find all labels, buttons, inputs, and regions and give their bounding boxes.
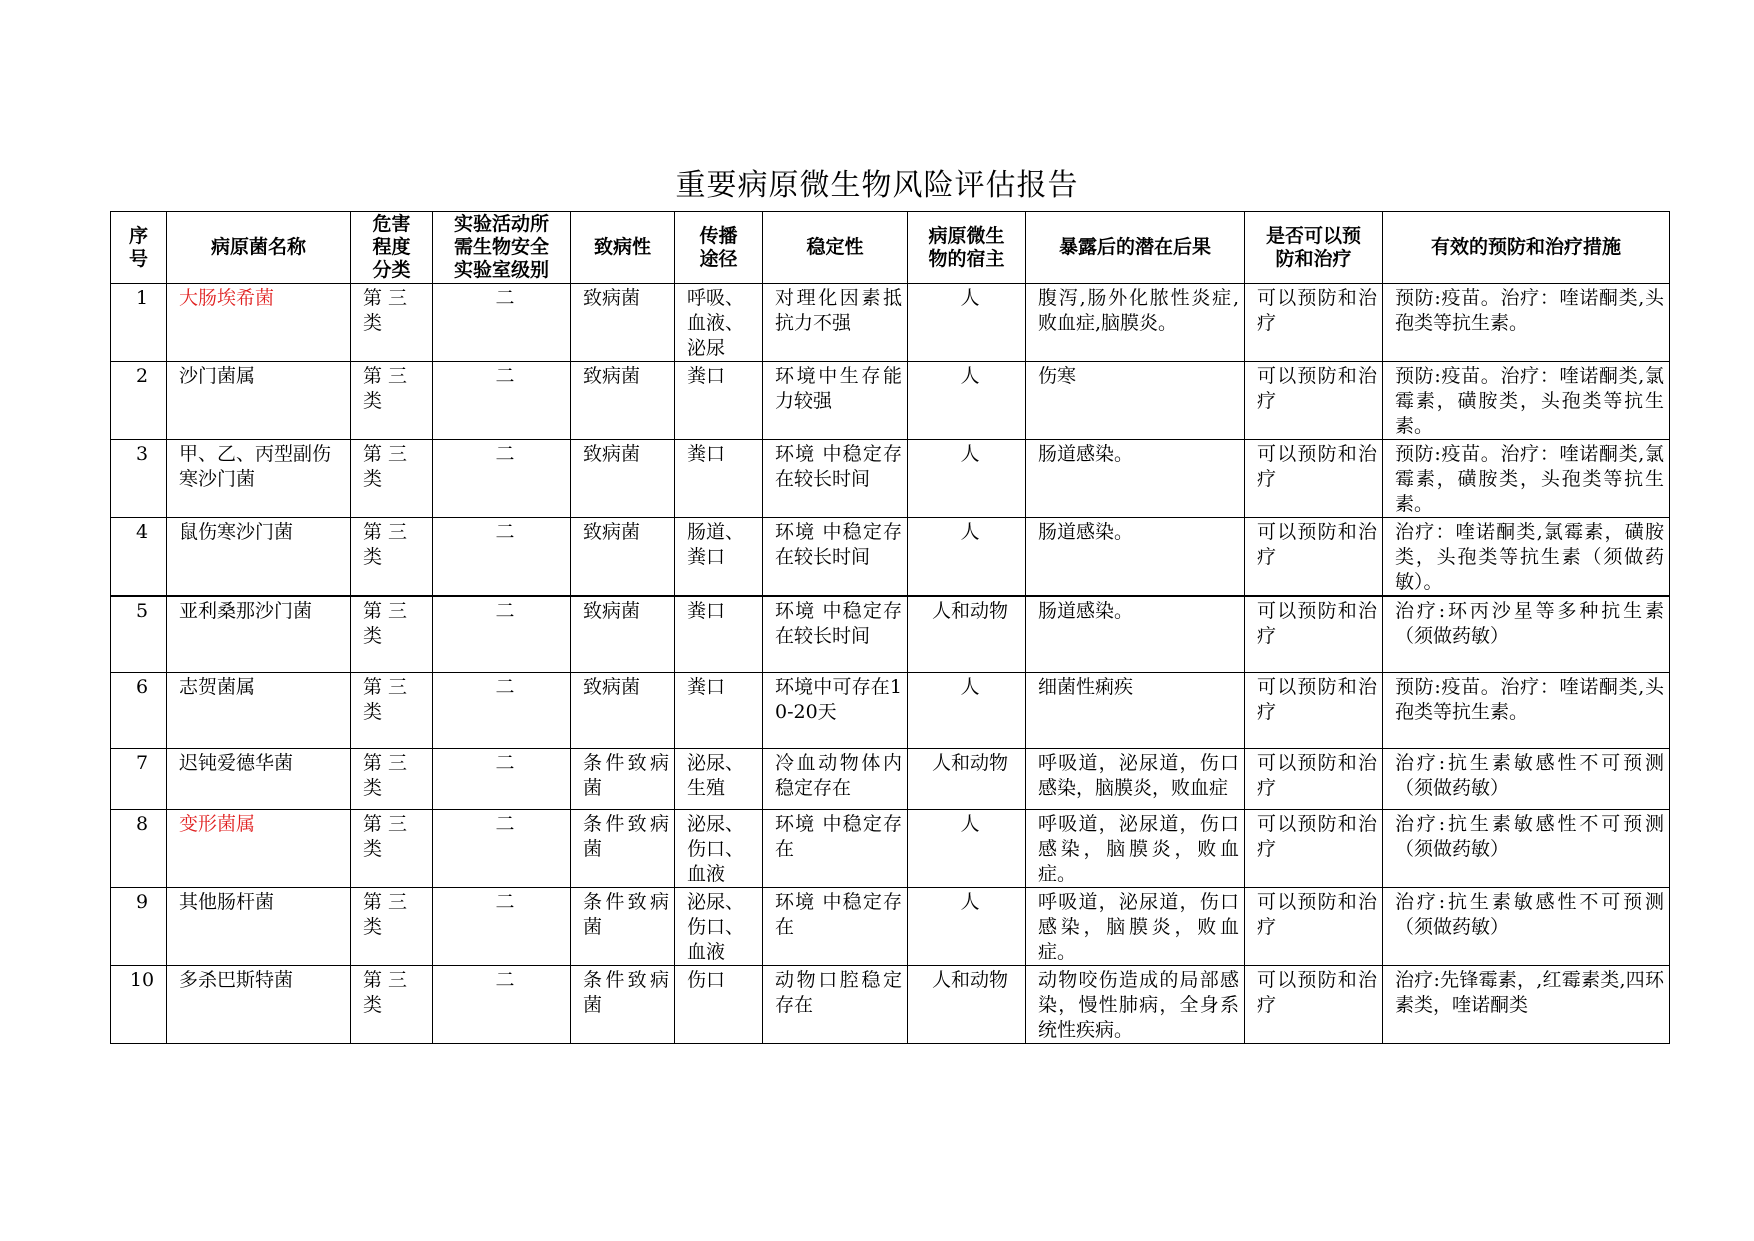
cell-measures: 治疗：喹诺酮类,氯霉素，磺胺类，头孢类等抗生素（须做药敏）。 xyxy=(1383,518,1670,597)
cell-measures: 预防:疫苗。治疗：喹诺酮类,氯霉素，磺胺类，头孢类等抗生素。 xyxy=(1383,362,1670,440)
cell-host: 人和动物 xyxy=(908,596,1026,673)
table-row xyxy=(111,440,1670,518)
cell-route: 泌尿、 生殖 xyxy=(675,749,763,810)
cell-route: 呼吸、 血液、 泌尿 xyxy=(675,284,763,362)
cell-hazard: 第 三 类 xyxy=(351,673,433,749)
cell-consequence: 动物咬伤造成的局部感染，慢性肺病，全身系统性疾病。 xyxy=(1026,966,1245,1044)
cell-hazard: 第 三 类 xyxy=(351,284,433,362)
cell-lab-level: 二 xyxy=(433,440,571,518)
cell-no: 8 xyxy=(111,810,167,888)
cell-stability: 环境 中稳定存在较长时间 xyxy=(763,518,908,597)
cell-no: 1 xyxy=(111,284,167,362)
cell-route: 伤口 xyxy=(675,966,763,1044)
cell-preventable: 可以预防和治疗 xyxy=(1245,810,1383,888)
cell-lab-level: 二 xyxy=(433,596,571,673)
cell-host: 人 xyxy=(908,810,1026,888)
cell-pathogen-name: 多杀巴斯特菌 xyxy=(167,966,351,1044)
cell-consequence: 呼吸道，泌尿道，伤口感染，脑膜炎，败血症。 xyxy=(1026,810,1245,888)
col-header-preventable: 是否可以预 防和治疗 xyxy=(1245,212,1383,284)
cell-route: 粪口 xyxy=(675,440,763,518)
cell-hazard: 第 三 类 xyxy=(351,966,433,1044)
col-header-name: 病原菌名称 xyxy=(167,212,351,284)
cell-pathogenicity: 致病菌 xyxy=(571,440,675,518)
col-header-stability: 稳定性 xyxy=(763,212,908,284)
cell-consequence: 呼吸道，泌尿道，伤口感染，脑膜炎，败血症 xyxy=(1026,749,1245,810)
table-row xyxy=(111,966,1670,1044)
cell-route: 粪口 xyxy=(675,362,763,440)
cell-no: 3 xyxy=(111,440,167,518)
cell-lab-level: 二 xyxy=(433,888,571,966)
col-header-consequence: 暴露后的潜在后果 xyxy=(1026,212,1245,284)
cell-lab-level: 二 xyxy=(433,749,571,810)
cell-measures: 预防:疫苗。治疗：喹诺酮类,头孢类等抗生素。 xyxy=(1383,284,1670,362)
cell-pathogenicity: 致病菌 xyxy=(571,284,675,362)
cell-hazard: 第 三 类 xyxy=(351,749,433,810)
cell-hazard: 第 三 类 xyxy=(351,518,433,597)
table-row xyxy=(111,749,1670,810)
cell-lab-level: 二 xyxy=(433,810,571,888)
cell-lab-level: 二 xyxy=(433,362,571,440)
col-header-host: 病原微生 物的宿主 xyxy=(908,212,1026,284)
cell-pathogen-name: 大肠埃希菌 xyxy=(167,284,351,362)
cell-route: 粪口 xyxy=(675,596,763,673)
cell-no: 6 xyxy=(111,673,167,749)
cell-host: 人 xyxy=(908,888,1026,966)
cell-host: 人 xyxy=(908,440,1026,518)
table-row xyxy=(111,284,1670,362)
table-body xyxy=(111,284,1670,1044)
table-header-row xyxy=(111,212,1670,284)
cell-consequence: 肠道感染。 xyxy=(1026,518,1245,597)
cell-preventable: 可以预防和治疗 xyxy=(1245,966,1383,1044)
cell-lab-level: 二 xyxy=(433,673,571,749)
cell-pathogen-name: 亚利桑那沙门菌 xyxy=(167,596,351,673)
cell-pathogenicity: 致病菌 xyxy=(571,673,675,749)
table-row xyxy=(111,362,1670,440)
cell-pathogenicity: 致病菌 xyxy=(571,596,675,673)
cell-preventable: 可以预防和治疗 xyxy=(1245,440,1383,518)
cell-pathogen-name: 志贺菌属 xyxy=(167,673,351,749)
table-row xyxy=(111,673,1670,749)
col-header-measures: 有效的预防和治疗措施 xyxy=(1383,212,1670,284)
table-row xyxy=(111,596,1670,673)
cell-no: 10 xyxy=(111,966,167,1044)
cell-host: 人 xyxy=(908,673,1026,749)
col-header-hazard: 危害 程度 分类 xyxy=(351,212,433,284)
cell-route: 泌尿、 伤口、 血液 xyxy=(675,888,763,966)
cell-preventable: 可以预防和治疗 xyxy=(1245,749,1383,810)
cell-host: 人 xyxy=(908,518,1026,597)
cell-consequence: 伤寒 xyxy=(1026,362,1245,440)
cell-measures: 治疗:抗生素敏感性不可预测（须做药敏） xyxy=(1383,810,1670,888)
cell-preventable: 可以预防和治疗 xyxy=(1245,284,1383,362)
cell-pathogen-name: 甲、乙、丙型副伤寒沙门菌 xyxy=(167,440,351,518)
cell-hazard: 第 三 类 xyxy=(351,596,433,673)
cell-pathogenicity: 条件致病菌 xyxy=(571,966,675,1044)
cell-preventable: 可以预防和治疗 xyxy=(1245,673,1383,749)
cell-consequence: 肠道感染。 xyxy=(1026,440,1245,518)
cell-pathogen-name: 变形菌属 xyxy=(167,810,351,888)
cell-measures: 预防:疫苗。治疗：喹诺酮类,氯霉素，磺胺类，头孢类等抗生素。 xyxy=(1383,440,1670,518)
cell-measures: 治疗:先锋霉素，,红霉素类,四环素类，喹诺酮类 xyxy=(1383,966,1670,1044)
cell-preventable: 可以预防和治疗 xyxy=(1245,596,1383,673)
cell-hazard: 第 三 类 xyxy=(351,362,433,440)
table-row xyxy=(111,888,1670,966)
cell-host: 人 xyxy=(908,362,1026,440)
cell-host: 人 xyxy=(908,284,1026,362)
cell-stability: 环境 中稳定存在较长时间 xyxy=(763,596,908,673)
cell-hazard: 第 三 类 xyxy=(351,888,433,966)
table-row xyxy=(111,810,1670,888)
cell-host: 人和动物 xyxy=(908,749,1026,810)
cell-measures: 预防:疫苗。治疗：喹诺酮类,头孢类等抗生素。 xyxy=(1383,673,1670,749)
cell-preventable: 可以预防和治疗 xyxy=(1245,362,1383,440)
cell-measures: 治疗:抗生素敏感性不可预测（须做药敏） xyxy=(1383,888,1670,966)
cell-host: 人和动物 xyxy=(908,966,1026,1044)
col-header-pathogenicity: 致病性 xyxy=(571,212,675,284)
cell-route: 泌尿、 伤口、 血液 xyxy=(675,810,763,888)
cell-hazard: 第 三 类 xyxy=(351,440,433,518)
cell-stability: 对理化因素抵抗力不强 xyxy=(763,284,908,362)
col-header-no: 序 号 xyxy=(111,212,167,284)
cell-no: 7 xyxy=(111,749,167,810)
cell-pathogen-name: 沙门菌属 xyxy=(167,362,351,440)
cell-no: 5 xyxy=(111,596,167,673)
cell-lab-level: 二 xyxy=(433,966,571,1044)
cell-stability: 冷血动物体内稳定存在 xyxy=(763,749,908,810)
cell-preventable: 可以预防和治疗 xyxy=(1245,888,1383,966)
cell-hazard: 第 三 类 xyxy=(351,810,433,888)
cell-consequence: 肠道感染。 xyxy=(1026,596,1245,673)
risk-assessment-table xyxy=(110,211,1670,1044)
cell-consequence: 细菌性痢疾 xyxy=(1026,673,1245,749)
cell-pathogen-name: 其他肠杆菌 xyxy=(167,888,351,966)
cell-route: 粪口 xyxy=(675,673,763,749)
cell-stability: 环境中可存在10-20天 xyxy=(763,673,908,749)
cell-consequence: 呼吸道，泌尿道，伤口感染，脑膜炎，败血症。 xyxy=(1026,888,1245,966)
cell-stability: 环境 中稳定存在较长时间 xyxy=(763,440,908,518)
cell-pathogenicity: 条件致病菌 xyxy=(571,810,675,888)
cell-preventable: 可以预防和治疗 xyxy=(1245,518,1383,597)
cell-no: 9 xyxy=(111,888,167,966)
cell-route: 肠道、 粪口 xyxy=(675,518,763,597)
cell-pathogenicity: 条件致病菌 xyxy=(571,888,675,966)
cell-pathogenicity: 条件致病菌 xyxy=(571,749,675,810)
cell-pathogenicity: 致病菌 xyxy=(571,518,675,597)
cell-stability: 环境中生存能力较强 xyxy=(763,362,908,440)
cell-lab-level: 二 xyxy=(433,284,571,362)
col-header-route: 传播 途径 xyxy=(675,212,763,284)
cell-stability: 环境 中稳定存在 xyxy=(763,810,908,888)
cell-no: 2 xyxy=(111,362,167,440)
document-title: 重要病原微生物风险评估报告 xyxy=(675,168,1079,203)
table-row xyxy=(111,518,1670,597)
cell-stability: 动物口腔稳定存在 xyxy=(763,966,908,1044)
cell-pathogen-name: 鼠伤寒沙门菌 xyxy=(167,518,351,597)
cell-stability: 环境 中稳定存在 xyxy=(763,888,908,966)
cell-measures: 治疗:抗生素敏感性不可预测（须做药敏） xyxy=(1383,749,1670,810)
cell-measures: 治疗:环丙沙星等多种抗生素（须做药敏） xyxy=(1383,596,1670,673)
cell-consequence: 腹泻,肠外化脓性炎症,败血症,脑膜炎。 xyxy=(1026,284,1245,362)
cell-lab-level: 二 xyxy=(433,518,571,597)
cell-pathogenicity: 致病菌 xyxy=(571,362,675,440)
col-header-lab-level: 实验活动所 需生物安全 实验室级别 xyxy=(433,212,571,284)
cell-pathogen-name: 迟钝爱德华菌 xyxy=(167,749,351,810)
cell-no: 4 xyxy=(111,518,167,597)
